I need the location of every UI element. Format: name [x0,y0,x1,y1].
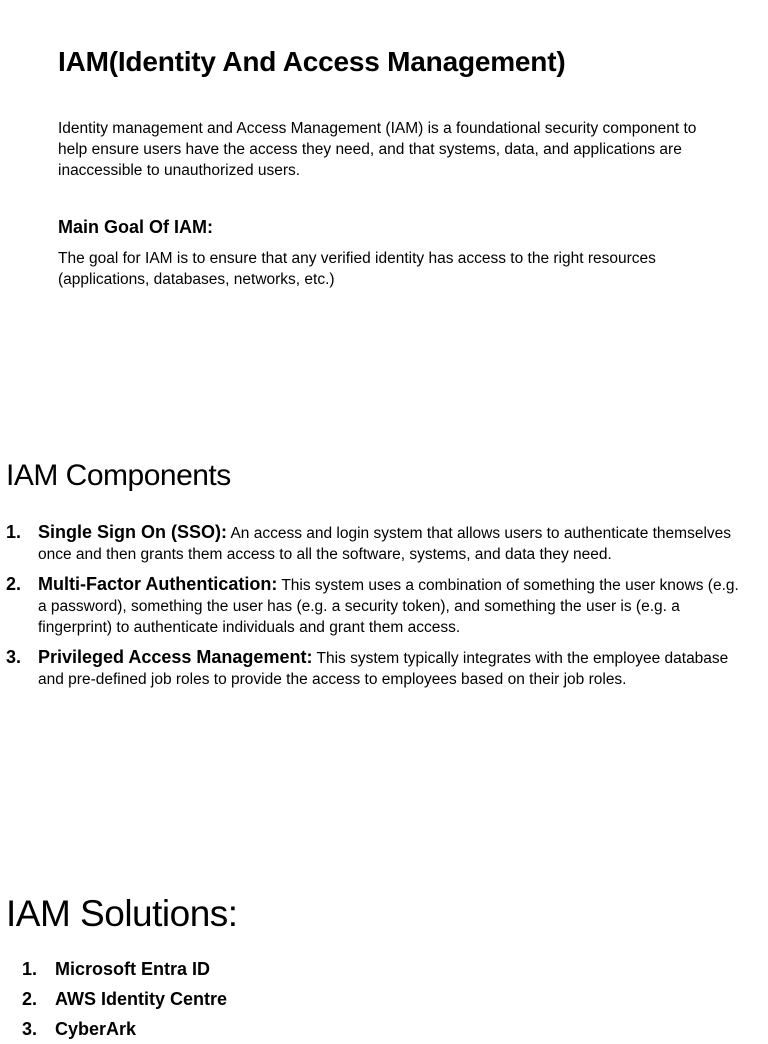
components-heading: IAM Components [6,459,231,492]
list-number: 3. [22,1019,38,1039]
component-name: Privileged Access Management: [38,647,313,667]
page-title: IAM(Identity And Access Management) [58,46,566,77]
intro-paragraph: Identity management and Access Management (IAM) is a foundational security component to help ensure users have the access they need, and that systems, data, and applications are inaccessible to unauthorized users. [58,120,697,179]
solution-label: AWS Identity Centre [55,989,228,1009]
solution-label: Microsoft Entra ID [55,959,211,979]
list-number: 2. [6,574,22,594]
solution-label: CyberArk [55,1019,137,1039]
goal-heading: Main Goal Of IAM: [58,217,213,237]
component-item-mfa [6,574,746,638]
component-item-sso [6,522,746,565]
solutions-list [22,954,227,1044]
list-number: 2. [22,989,38,1009]
component-name: Single Sign On (SSO): [38,522,227,542]
list-number: 1. [6,522,22,542]
component-description: This system typically integrates with the employee database and pre-defined job roles to provide the access to employees based on their job roles. [38,650,729,688]
component-item-pam [6,647,746,690]
component-description: An access and login system that allows users to authenticate themselves once and then grants them access to all the software, systems, and data they need. [38,525,732,563]
solution-item-cyberark [22,1014,227,1044]
component-name: Multi-Factor Authentication: [38,574,278,594]
components-list [6,522,746,699]
goal-paragraph: The goal for IAM is to ensure that any verified identity has access to the right resources (applications, databases, networks, etc.) [58,250,656,288]
solutions-heading: IAM Solutions: [6,893,238,934]
solution-item-entra [22,954,227,984]
solution-item-aws [22,984,227,1014]
component-description: This system uses a combination of something the user knows (e.g. a password), something the user has (e.g. a security token), and something the user is (e.g. a fingerprint) to authenticate individuals and grant them access. [38,577,739,636]
list-number: 1. [22,959,38,979]
list-number: 3. [6,647,22,667]
